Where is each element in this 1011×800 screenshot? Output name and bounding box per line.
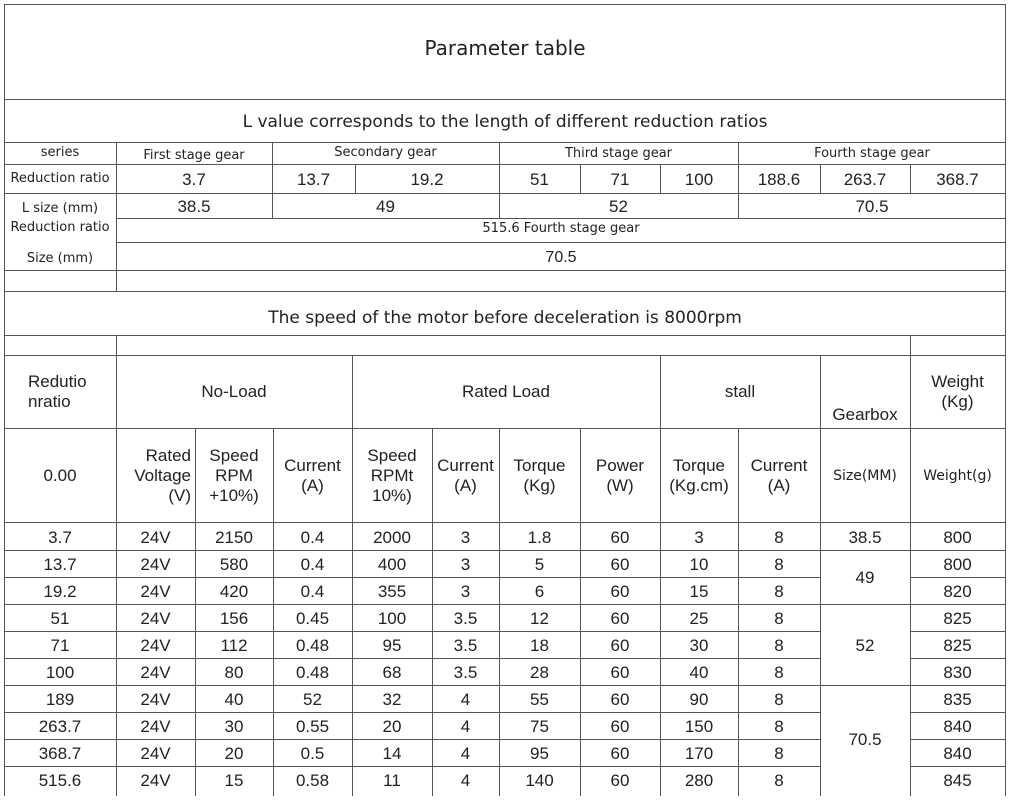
page-title: Parameter table [424,36,586,60]
table-cell: 28 [530,662,549,682]
table-cell: 830 [943,662,972,682]
table-cell: 0.48 [295,635,330,655]
table-cell: 400 [377,554,407,574]
table-cell: 0.4 [300,527,325,547]
table-cell: 8 [774,716,784,736]
table-cell: 51 [50,608,70,628]
table-cell: 24V [140,581,171,601]
divider [4,291,1006,292]
group-stall: stall [724,382,756,401]
divider [4,142,1006,143]
series-third: Third stage gear [564,146,673,161]
border-top [4,4,1006,5]
table-cell: 3 [460,581,471,601]
group-weight: Weight (Kg) [931,372,984,411]
table-cell: 820 [943,581,972,601]
table-cell: 8 [774,743,784,763]
table-cell: 0.48 [295,662,330,682]
table-cell: 420 [219,581,249,601]
table-cell: 11 [383,770,401,790]
table-cell: 170 [684,743,714,763]
table-cell: 4 [460,770,471,790]
table-cell: 0.5 [300,743,325,763]
table-cell: 90 [689,689,709,709]
table-cell: 840 [943,743,972,763]
divider [4,335,1006,336]
group-noload: No-Load [201,382,267,401]
table-cell: 3 [460,554,471,574]
ratio-value: 263.7 [843,170,887,189]
sub-ratio: 0.00 [43,465,77,485]
table-cell: 25 [689,608,709,628]
table-cell: 60 [610,689,630,709]
table-cell: 24V [140,716,171,736]
table-cell: 0.45 [295,608,330,628]
table-cell: 14 [382,743,402,763]
divider [4,522,1006,523]
ratio-value: 71 [610,170,630,189]
table-cell: 95 [382,635,402,655]
group-gearbox: Gearbox [832,405,898,424]
sub-st-current: Current (A) [750,455,808,495]
table-cell: 52 [303,689,322,709]
group-ratio: Redutio nratio [28,372,87,411]
table-cell: 0.55 [295,716,330,736]
ratio-value: 368.7 [936,170,979,189]
sub-rl-torque: Torque (Kg) [513,455,566,495]
ratio-value: 3.7 [182,170,206,189]
table-cell: 24V [140,527,171,547]
gearbox-size-cell: 49 [855,568,875,587]
table-cell: 20 [382,716,402,736]
table-cell: 4 [460,743,471,763]
table-cell: 8 [774,770,784,790]
table-cell: 800 [943,554,972,574]
table-cell: 60 [610,581,630,601]
series-label: series [40,145,80,160]
table-cell: 355 [377,581,407,601]
table-cell: 6 [534,581,545,601]
ratio-value: 19.2 [410,170,444,189]
table-cell: 18 [530,635,549,655]
divider [116,242,1006,243]
table-cell: 20 [224,743,244,763]
series-second: Secondary gear [334,145,437,160]
sub-weight: Weight(g) [923,467,992,484]
table-cell: 5 [534,554,545,574]
table-cell: 2150 [215,527,253,547]
table-cell: 112 [220,635,248,655]
ratio2-value: 515.6 Fourth stage gear [482,221,640,236]
table-cell: 845 [943,770,972,790]
table-cell: 8 [774,662,784,682]
table-cell: 3 [694,527,704,547]
sub-size: Size(MM) [833,467,897,484]
table-cell: 24V [140,635,171,655]
sub-st-torque: Torque (Kg.cm) [669,455,729,495]
table-cell: 8 [774,635,784,655]
table-cell: 0.4 [300,581,325,601]
table-cell: 71 [50,635,70,655]
table-cell: 4 [460,716,471,736]
lsize-value: 49 [376,197,395,216]
table-cell: 368.7 [38,743,82,763]
table-cell: 0.4 [300,554,325,574]
table-cell: 8 [774,554,784,574]
table-cell: 3 [460,527,471,547]
table-cell: 100 [377,608,407,628]
table-cell: 68 [382,662,402,682]
table-cell: 60 [610,554,630,574]
sub-rated-voltage: Rated Voltage (V) [134,445,191,505]
table-cell: 0.58 [295,770,330,790]
table-cell: 3.5 [453,608,478,628]
table-cell: 8 [774,581,784,601]
table-cell: 3.5 [453,635,478,655]
table-cell: 100 [45,662,75,682]
table-cell: 825 [943,608,972,628]
lsize-value: 38.5 [177,197,211,216]
table-cell: 60 [610,743,630,763]
table-cell: 825 [943,635,972,655]
table-cell: 32 [382,689,402,709]
table-cell: 15 [224,770,244,790]
table-cell: 515.6 [38,770,82,790]
divider [4,270,1006,271]
ratio-label: Reduction ratio [10,171,110,186]
table-cell: 8 [774,608,784,628]
ratio-value: 13.7 [296,170,331,189]
table-cell: 19.2 [43,581,77,601]
table-cell: 24V [140,554,171,574]
table-cell: 95 [530,743,549,763]
table-cell: 580 [219,554,249,574]
divider [116,218,1006,219]
sub-rl-current: Current (A) [437,455,494,495]
ratio-value: 100 [684,170,714,189]
divider [4,193,1006,194]
group-rated: Rated Load [462,382,550,401]
size-label: Size (mm) [26,251,94,266]
table-cell: 15 [689,581,709,601]
divider [4,99,1006,100]
sub-rl-speed: Speed RPMt 10%) [367,445,417,505]
gearbox-size-cell: 38.5 [848,527,882,547]
table-cell: 60 [610,527,630,547]
table-cell: 60 [610,608,630,628]
table-cell: 1.8 [527,527,552,547]
table-cell: 30 [224,716,244,736]
table-cell: 24V [140,608,171,628]
table-cell: 3.7 [48,527,72,547]
section2-title: The speed of the motor before deceleration is 8000rpm [268,308,742,328]
lsize-label: L size (mm) [21,201,99,216]
table-cell: 263.7 [38,716,82,736]
table-cell: 60 [610,716,630,736]
table-cell: 24V [140,662,171,682]
table-cell: 2000 [373,527,411,547]
table-cell: 55 [530,689,549,709]
table-cell: 4 [460,689,471,709]
table-cell: 150 [684,716,714,736]
table-cell: 840 [943,716,972,736]
series-first: First stage gear [143,148,245,163]
table-cell: 30 [689,635,709,655]
table-cell: 60 [610,770,630,790]
table-cell: 80 [224,662,244,682]
ratio2-label: Reduction ratio [10,220,110,235]
table-cell: 189 [45,689,75,709]
lsize-value: 52 [609,197,628,216]
table-cell: 40 [224,689,244,709]
table-cell: 60 [610,662,630,682]
table-cell: 24V [140,770,171,790]
table-cell: 24V [140,743,171,763]
ratio-value: 188.6 [757,170,801,189]
table-cell: 24V [140,689,171,709]
table-cell: 8 [774,689,784,709]
table-cell: 140 [525,770,554,790]
table-cell: 75 [530,716,549,736]
table-cell: 156 [219,608,249,628]
table-cell: 10 [689,554,709,574]
sub-speed-rpm: Speed RPM +10%) [209,445,259,505]
divider [4,164,1006,165]
table-cell: 280 [684,770,714,790]
table-cell: 835 [943,689,972,709]
table-cell: 3.5 [453,662,478,682]
lsize-value: 70.5 [855,197,889,216]
table-cell: 60 [610,635,630,655]
table-cell: 12 [530,608,549,628]
gearbox-size-cell: 70.5 [848,730,882,749]
gearbox-size-cell: 52 [855,635,875,655]
table-cell: 13.7 [43,554,77,574]
ratio-value: 51 [530,170,549,189]
sub-current: Current (A) [284,455,341,495]
size-value: 70.5 [545,249,577,266]
series-fourth: Fourth stage gear [814,146,930,161]
table-cell: 40 [689,662,709,682]
table-cell: 8 [774,527,784,547]
sub-rl-power: Power (W) [595,455,645,495]
table-cell: 800 [943,527,972,547]
section1-title: L value corresponds to the length of different reduction ratios [242,112,768,132]
